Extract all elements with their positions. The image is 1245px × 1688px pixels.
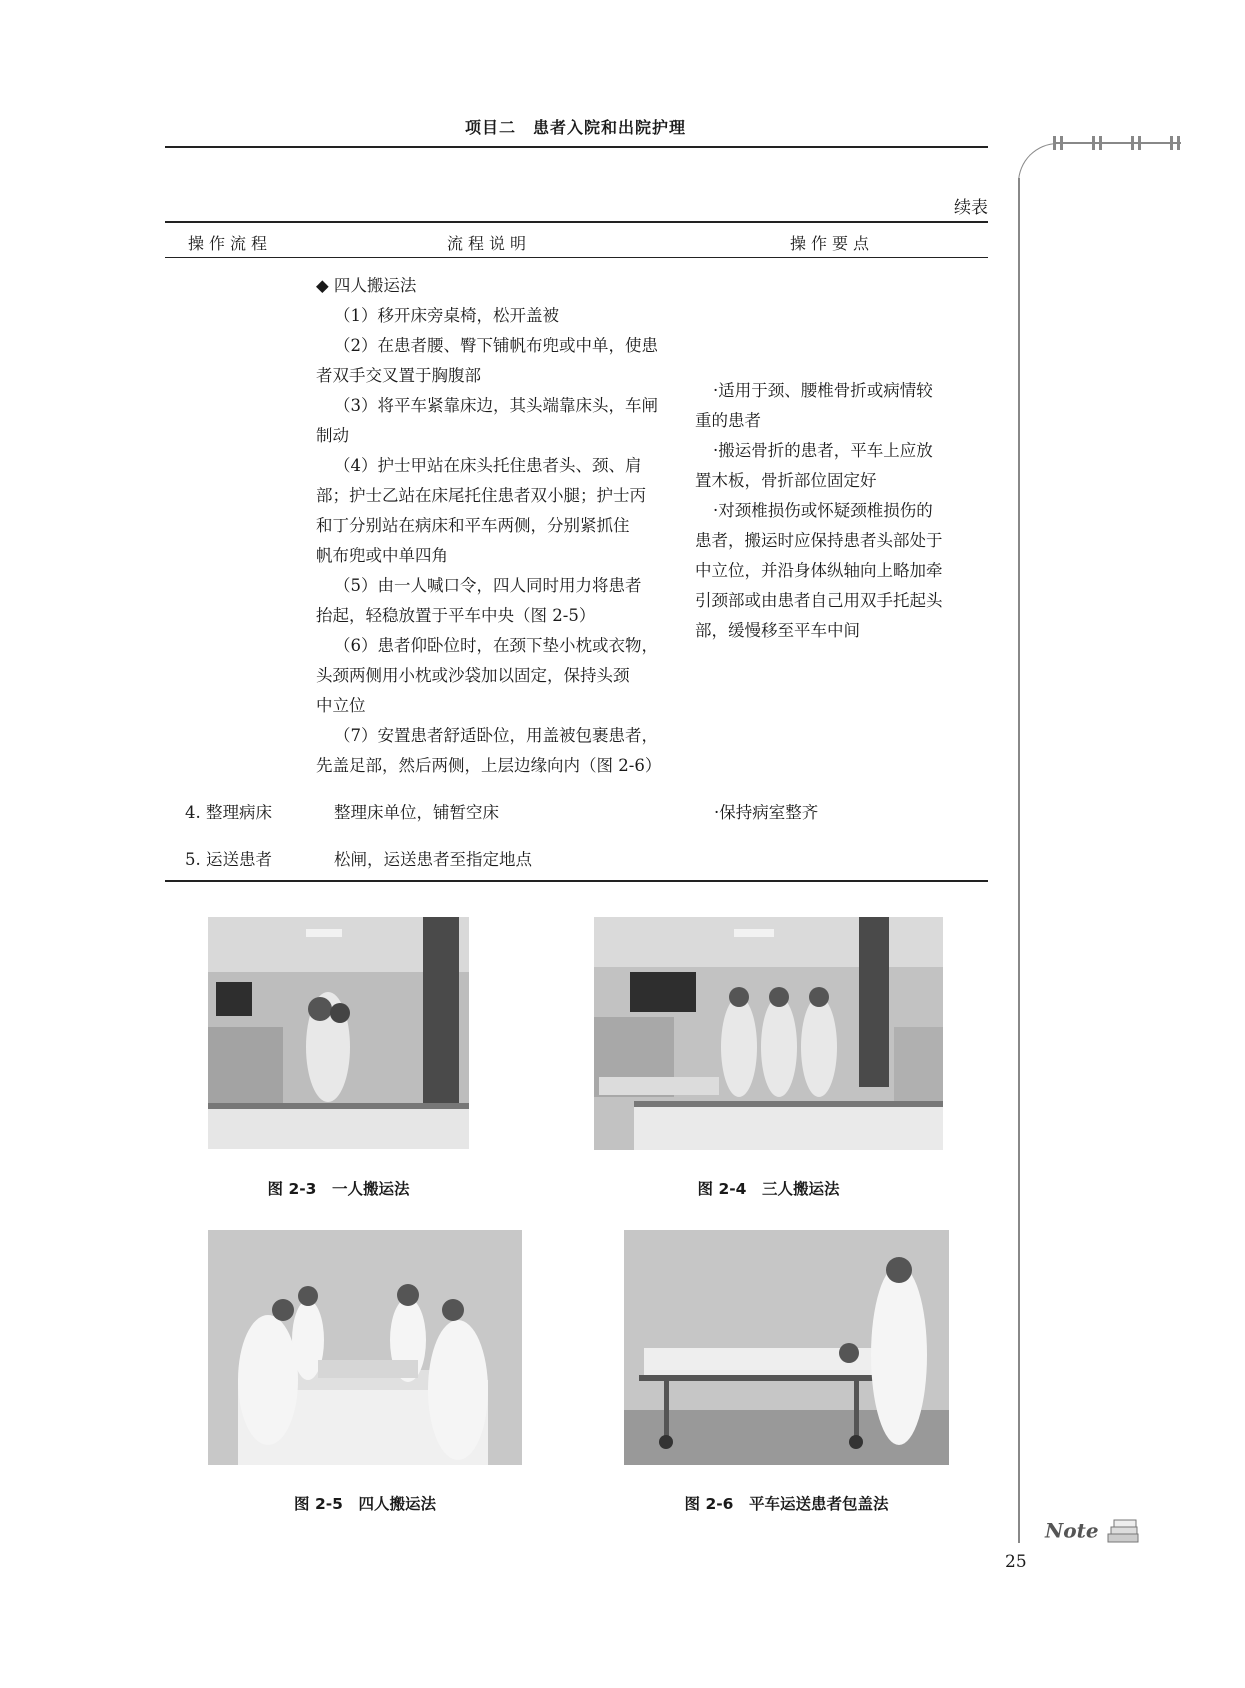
figure-photo-three-person	[594, 917, 943, 1150]
step-line: 和丁分别站在病床和平车两侧，分别紧抓住	[316, 516, 630, 535]
key-point-line: 引颈部或由患者自己用双手托起头	[695, 591, 943, 610]
margin-line	[1018, 178, 1020, 1543]
step-line: （1）移开床旁桌椅，松开盖被	[334, 306, 559, 325]
key-point-line: 患者，搬运时应保持患者头部处于	[695, 531, 943, 550]
step-line: 中立位	[316, 696, 366, 715]
step-line: （2）在患者腰、臀下铺帆布兜或中单，使患	[334, 336, 658, 355]
table-bottom-rule	[165, 880, 988, 882]
step-line: 先盖足部，然后两侧，上层边缘向内（图 2-6）	[316, 756, 662, 775]
table-top-rule	[165, 221, 988, 223]
margin-tick	[1170, 136, 1173, 150]
figure-caption: 图 2-6 平车运送患者包盖法	[684, 1495, 889, 1513]
running-title: 项目二 患者入院和出院护理	[464, 118, 686, 137]
page-number: 25	[1005, 1552, 1027, 1572]
key-point-line: ·适用于颈、腰椎骨折或病情较	[713, 381, 933, 400]
figure-caption: 图 2-5 四人搬运法	[294, 1495, 436, 1513]
note-mark	[1045, 1518, 1142, 1546]
step-line: （4）护士甲站在床头托住患者头、颈、肩	[334, 456, 642, 475]
margin-top-line	[1056, 142, 1181, 144]
margin-tick	[1092, 136, 1095, 150]
figure-photo-stretcher-cover	[624, 1230, 949, 1465]
figure-caption: 图 2-3 一人搬运法	[267, 1180, 410, 1198]
column-header: 操作流程	[188, 234, 273, 253]
column-header: 流程说明	[447, 234, 532, 253]
column-header: 操作要点	[790, 234, 875, 253]
margin-tick	[1177, 136, 1180, 150]
row-step-label: 5. 运送患者	[185, 850, 272, 869]
row-key-point: ·保持病室整齐	[714, 803, 819, 822]
key-point-line: 中立位，并沿身体纵轴向上略加牵	[695, 561, 943, 580]
step-line: 帆布兜或中单四角	[316, 546, 448, 565]
margin-tick	[1131, 136, 1134, 150]
key-point-line: 重的患者	[695, 411, 761, 430]
header-rule	[165, 146, 988, 148]
step-line: 抬起，轻稳放置于平车中央（图 2-5）	[316, 606, 596, 625]
margin-tick	[1138, 136, 1141, 150]
book-stack-icon	[1106, 1518, 1142, 1546]
row-step-label: 4. 整理病床	[185, 803, 272, 822]
key-points-block	[695, 376, 985, 646]
margin-curve	[1018, 143, 1058, 183]
step-line: （3）将平车紧靠床边，其头端靠床头，车闸	[334, 396, 658, 415]
note-label: Note	[1045, 1518, 1099, 1543]
step-line: 制动	[316, 426, 349, 445]
step-line: 部；护士乙站在床尾托住患者双小腿；护士丙	[316, 486, 646, 505]
step-line: 头颈两侧用小枕或沙袋加以固定，保持头颈	[316, 666, 630, 685]
continued-label: 续表	[954, 198, 988, 218]
key-point-line: ·搬运骨折的患者，平车上应放	[713, 441, 933, 460]
row-description: 整理床单位，铺暂空床	[334, 803, 499, 822]
figure-photo-four-person	[208, 1230, 522, 1465]
key-point-line: 部，缓慢移至平车中间	[695, 621, 860, 640]
margin-tick	[1053, 136, 1056, 150]
figure-caption: 图 2-4 三人搬运法	[697, 1180, 840, 1198]
step-line: （7）安置患者舒适卧位，用盖被包裹患者，	[334, 726, 658, 745]
margin-tick	[1060, 136, 1063, 150]
four-person-title: ◆ 四人搬运法	[316, 276, 417, 295]
step-line: （6）患者仰卧位时，在颈下垫小枕或衣物，	[334, 636, 658, 655]
step-line: （5）由一人喊口令，四人同时用力将患者	[334, 576, 642, 595]
row-description: 松闸，运送患者至指定地点	[334, 850, 532, 869]
table-header-rule	[165, 257, 988, 258]
key-point-line: 置木板，骨折部位固定好	[695, 471, 877, 490]
key-point-line: ·对颈椎损伤或怀疑颈椎损伤的	[713, 501, 933, 520]
four-person-block	[316, 271, 676, 781]
step-line: 者双手交叉置于胸腹部	[316, 366, 481, 385]
figure-photo-one-person	[208, 917, 469, 1149]
margin-tick	[1099, 136, 1102, 150]
